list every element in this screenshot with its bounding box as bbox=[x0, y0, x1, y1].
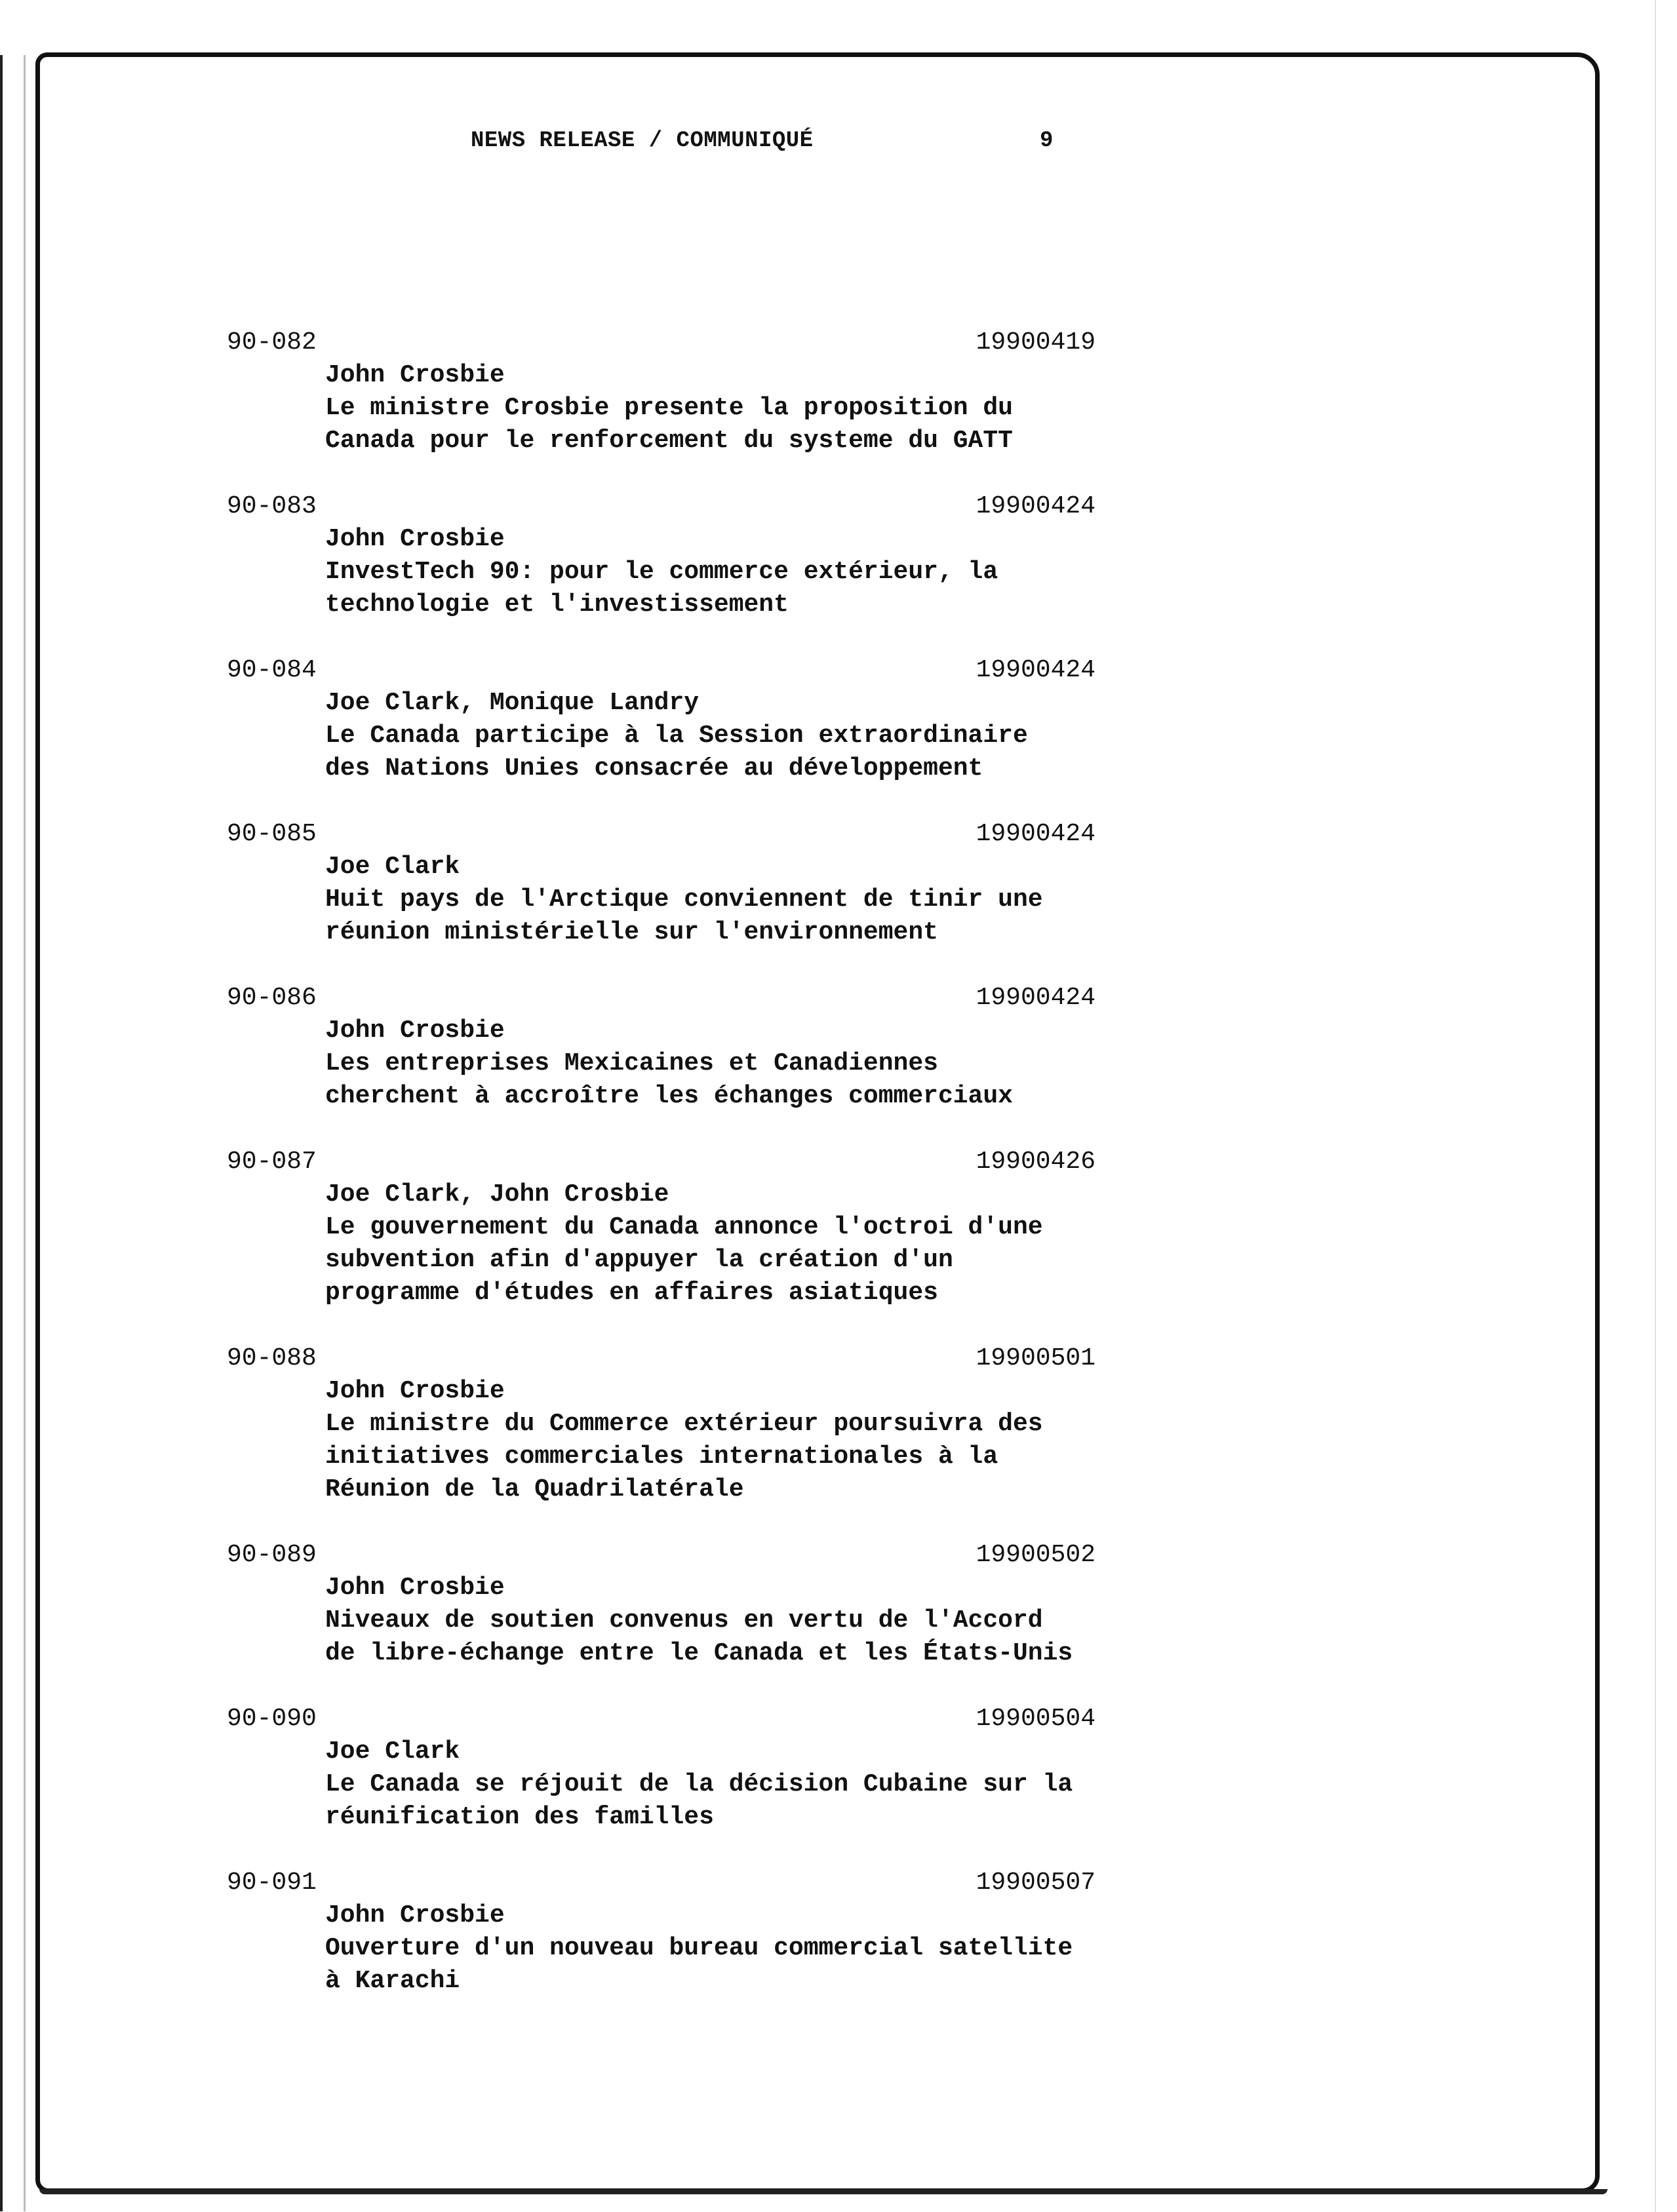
entry-header bbox=[227, 1867, 1171, 1899]
release-number: 90-085 bbox=[227, 820, 317, 848]
entry-header bbox=[227, 1342, 1171, 1375]
release-title-line: technologie et l'investissement bbox=[325, 591, 789, 619]
release-number: 90-090 bbox=[227, 1705, 317, 1733]
release-date: 19900424 bbox=[976, 820, 1095, 848]
entry-body bbox=[227, 359, 1171, 457]
release-author: John Crosbie bbox=[325, 1901, 505, 1930]
release-author: John Crosbie bbox=[325, 1377, 505, 1405]
entry-header bbox=[227, 490, 1171, 523]
release-date: 19900419 bbox=[976, 328, 1095, 357]
release-title-line: de libre-échange entre le Canada et les États-Unis bbox=[325, 1639, 1073, 1667]
release-title-line: Niveaux de soutien convenus en vertu de l'Accord bbox=[325, 1606, 1043, 1635]
release-date: 19900507 bbox=[976, 1869, 1095, 1897]
release-date: 19900424 bbox=[976, 492, 1095, 520]
release-author: Joe Clark, John Crosbie bbox=[325, 1180, 669, 1209]
entry-body bbox=[227, 1178, 1171, 1310]
release-title-line: Le gouvernement du Canada annonce l'octroi d'une bbox=[325, 1213, 1043, 1241]
release-entry bbox=[227, 1146, 1171, 1310]
release-entry bbox=[227, 326, 1171, 457]
release-entry bbox=[227, 1539, 1171, 1670]
release-author: Joe Clark bbox=[325, 1737, 460, 1766]
entry-body bbox=[227, 1015, 1171, 1113]
release-title-line: Le Canada se réjouit de la décision Cubaine sur la bbox=[325, 1770, 1073, 1798]
release-number: 90-086 bbox=[227, 984, 317, 1012]
release-title-line: initiatives commerciales internationales à la bbox=[325, 1443, 998, 1471]
release-date: 19900424 bbox=[976, 656, 1095, 684]
release-title-line: subvention afin d'appuyer la création d'un bbox=[325, 1246, 953, 1274]
release-title-line: programme d'études en affaires asiatiques bbox=[325, 1279, 938, 1307]
release-number: 90-089 bbox=[227, 1541, 317, 1569]
release-date: 19900424 bbox=[976, 984, 1095, 1012]
release-author: Joe Clark, Monique Landry bbox=[325, 689, 700, 717]
release-entry bbox=[227, 654, 1171, 785]
release-title-line: cherchent à accroître les échanges commerciaux bbox=[325, 1082, 1013, 1110]
page-left-edge-shadow bbox=[24, 55, 26, 2211]
release-number: 90-084 bbox=[227, 656, 317, 684]
release-list bbox=[227, 326, 1171, 2030]
entry-header bbox=[227, 326, 1171, 359]
entry-body bbox=[227, 1736, 1171, 1834]
release-title-line: Réunion de la Quadrilatérale bbox=[325, 1475, 744, 1504]
page-left-edge bbox=[0, 55, 3, 2211]
release-author: John Crosbie bbox=[325, 361, 505, 389]
release-title-line: réunification des familles bbox=[325, 1803, 714, 1831]
release-number: 90-082 bbox=[227, 328, 317, 357]
entry-body bbox=[227, 523, 1171, 621]
entry-header bbox=[227, 1539, 1171, 1572]
entry-body bbox=[227, 687, 1171, 785]
release-date: 19900501 bbox=[976, 1344, 1095, 1372]
entry-body bbox=[227, 1572, 1171, 1670]
entry-body bbox=[227, 851, 1171, 949]
release-entry bbox=[227, 818, 1171, 949]
release-date: 19900502 bbox=[976, 1541, 1095, 1569]
release-number: 90-083 bbox=[227, 492, 317, 520]
entry-header bbox=[227, 1146, 1171, 1178]
release-title-line: des Nations Unies consacrée au développement bbox=[325, 754, 983, 783]
release-title-line: Le Canada participe à la Session extraordinaire bbox=[325, 722, 1028, 750]
entry-body bbox=[227, 1375, 1171, 1506]
release-author: John Crosbie bbox=[325, 1574, 505, 1602]
page-border-shadow bbox=[39, 2189, 1608, 2194]
page-title: NEWS RELEASE / COMMUNIQUÉ bbox=[471, 128, 814, 153]
release-number: 90-091 bbox=[227, 1869, 317, 1897]
release-author: Joe Clark bbox=[325, 853, 460, 881]
release-title-line: Huit pays de l'Arctique conviennent de tinir une bbox=[325, 885, 1043, 914]
release-date: 19900426 bbox=[976, 1148, 1095, 1176]
page-number: 9 bbox=[1040, 128, 1054, 153]
release-number: 90-087 bbox=[227, 1148, 317, 1176]
release-date: 19900504 bbox=[976, 1705, 1095, 1733]
release-number: 90-088 bbox=[227, 1344, 317, 1372]
release-entry bbox=[227, 982, 1171, 1113]
release-title-line: Ouverture d'un nouveau bureau commercial satellite bbox=[325, 1934, 1073, 1962]
scan-right-edge bbox=[1655, 0, 1656, 2212]
release-title-line: réunion ministérielle sur l'environnement bbox=[325, 918, 938, 946]
release-entry bbox=[227, 490, 1171, 621]
release-author: John Crosbie bbox=[325, 1017, 505, 1045]
release-title-line: Le ministre Crosbie presente la proposition du bbox=[325, 394, 1013, 422]
entry-header bbox=[227, 654, 1171, 687]
entry-header bbox=[227, 1703, 1171, 1736]
release-title-line: InvestTech 90: pour le commerce extérieur, la bbox=[325, 558, 998, 586]
release-title-line: Les entreprises Mexicaines et Canadiennes bbox=[325, 1049, 938, 1077]
release-title-line: Canada pour le renforcement du systeme du GATT bbox=[325, 427, 1013, 455]
entry-header bbox=[227, 982, 1171, 1015]
entry-body bbox=[227, 1899, 1171, 1998]
release-title-line: à Karachi bbox=[325, 1967, 460, 1995]
release-entry bbox=[227, 1703, 1171, 1834]
entry-header bbox=[227, 818, 1171, 851]
release-entry bbox=[227, 1867, 1171, 1998]
release-author: John Crosbie bbox=[325, 525, 505, 553]
release-title-line: Le ministre du Commerce extérieur poursuivra des bbox=[325, 1410, 1043, 1438]
release-entry bbox=[227, 1342, 1171, 1506]
